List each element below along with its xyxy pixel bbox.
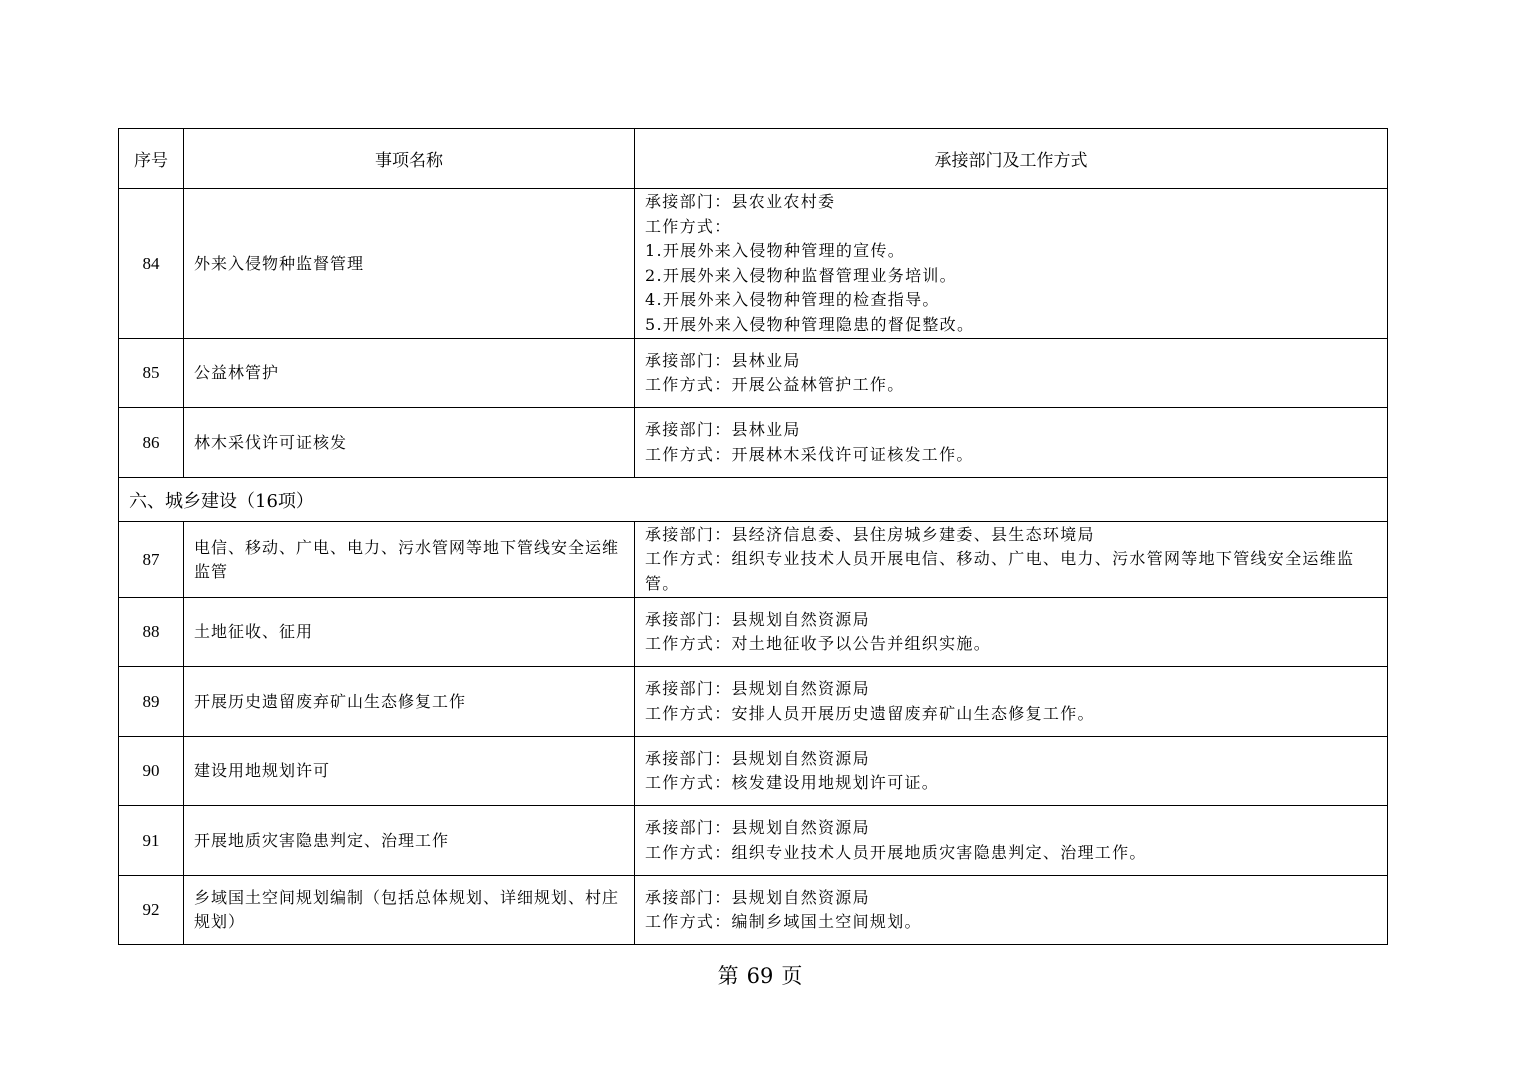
row-number: 89: [119, 667, 184, 737]
page-prefix: 第: [717, 964, 739, 988]
item-name: 公益林管护: [184, 339, 635, 408]
header-department-method: 承接部门及工作方式: [635, 129, 1388, 189]
detail-line: 工作方式：编制乡域国土空间规划。: [645, 912, 922, 931]
detail-line: 承接部门：县规划自然资源局: [645, 679, 870, 698]
header-item-name: 事项名称: [184, 129, 635, 189]
table-row: [119, 339, 1388, 408]
detail-line: 4.开展外来入侵物种管理的检查指导。: [645, 290, 940, 309]
row-number: 90: [119, 737, 184, 806]
row-number: 84: [119, 189, 184, 339]
item-name: 开展地质灾害隐患判定、治理工作: [184, 806, 635, 876]
detail-line: 工作方式：组织专业技术人员开展电信、移动、广电、电力、污水管网等地下管线安全运维监管。: [645, 549, 1355, 593]
table-row: [119, 189, 1388, 339]
table-row: [119, 876, 1388, 945]
department-method: [635, 522, 1388, 598]
row-number: 85: [119, 339, 184, 408]
department-method: [635, 737, 1388, 806]
item-name: 林木采伐许可证核发: [184, 408, 635, 478]
detail-line: 1.开展外来入侵物种管理的宣传。: [645, 241, 906, 260]
header-serial: 序号: [119, 129, 184, 189]
department-method: [635, 339, 1388, 408]
detail-line: 承接部门：县林业局: [645, 420, 801, 439]
item-name: 电信、移动、广电、电力、污水管网等地下管线安全运维监管: [184, 522, 635, 598]
table-row: [119, 522, 1388, 598]
items-table: [118, 128, 1388, 945]
page-number: 69: [746, 964, 774, 988]
detail-line: 工作方式：核发建设用地规划许可证。: [645, 773, 940, 792]
page-footer: [0, 960, 1520, 990]
department-method: [635, 408, 1388, 478]
item-name: 建设用地规划许可: [184, 737, 635, 806]
department-method: [635, 598, 1388, 667]
detail-line: 承接部门：县农业农村委: [645, 192, 836, 211]
item-name: 开展历史遗留废弃矿山生态修复工作: [184, 667, 635, 737]
row-number: 91: [119, 806, 184, 876]
detail-line: 承接部门：县经济信息委、县住房城乡建委、县生态环境局: [645, 524, 1095, 544]
department-method: [635, 667, 1388, 737]
department-method: [635, 876, 1388, 945]
detail-line: 工作方式：: [645, 216, 732, 236]
detail-line: 工作方式：对土地征收予以公告并组织实施。: [645, 634, 992, 653]
detail-line: 工作方式：安排人员开展历史遗留废弃矿山生态修复工作。: [645, 703, 1095, 723]
table-header-row: [119, 129, 1388, 189]
table-row: [119, 667, 1388, 737]
item-name: 外来入侵物种监督管理: [184, 189, 635, 339]
row-number: 87: [119, 522, 184, 598]
detail-line: 5.开展外来入侵物种管理隐患的督促整改。: [645, 314, 975, 334]
detail-line: 工作方式：组织专业技术人员开展地质灾害隐患判定、治理工作。: [645, 842, 1147, 862]
department-method: [635, 806, 1388, 876]
detail-line: 工作方式：开展公益林管护工作。: [645, 375, 905, 394]
row-number: 86: [119, 408, 184, 478]
detail-line: 承接部门：县规划自然资源局: [645, 818, 870, 837]
detail-line: 承接部门：县规划自然资源局: [645, 887, 870, 907]
row-number: 88: [119, 598, 184, 667]
item-name: 土地征收、征用: [184, 598, 635, 667]
page-suffix: 页: [781, 964, 803, 988]
detail-line: 承接部门：县林业局: [645, 350, 801, 370]
department-method: [635, 189, 1388, 339]
detail-line: 承接部门：县规划自然资源局: [645, 748, 870, 768]
detail-line: 承接部门：县规划自然资源局: [645, 609, 870, 629]
row-number: 92: [119, 876, 184, 945]
detail-line: 工作方式：开展林木采伐许可证核发工作。: [645, 444, 974, 464]
table-row: [119, 408, 1388, 478]
table-row: [119, 598, 1388, 667]
section-title: 六、城乡建设（16项）: [119, 478, 1388, 522]
table-row: [119, 806, 1388, 876]
detail-line: 2.开展外来入侵物种监督管理业务培训。: [645, 265, 957, 285]
section-row: [119, 478, 1388, 522]
table-row: [119, 737, 1388, 806]
item-name: 乡域国土空间规划编制（包括总体规划、详细规划、村庄规划）: [184, 876, 635, 945]
